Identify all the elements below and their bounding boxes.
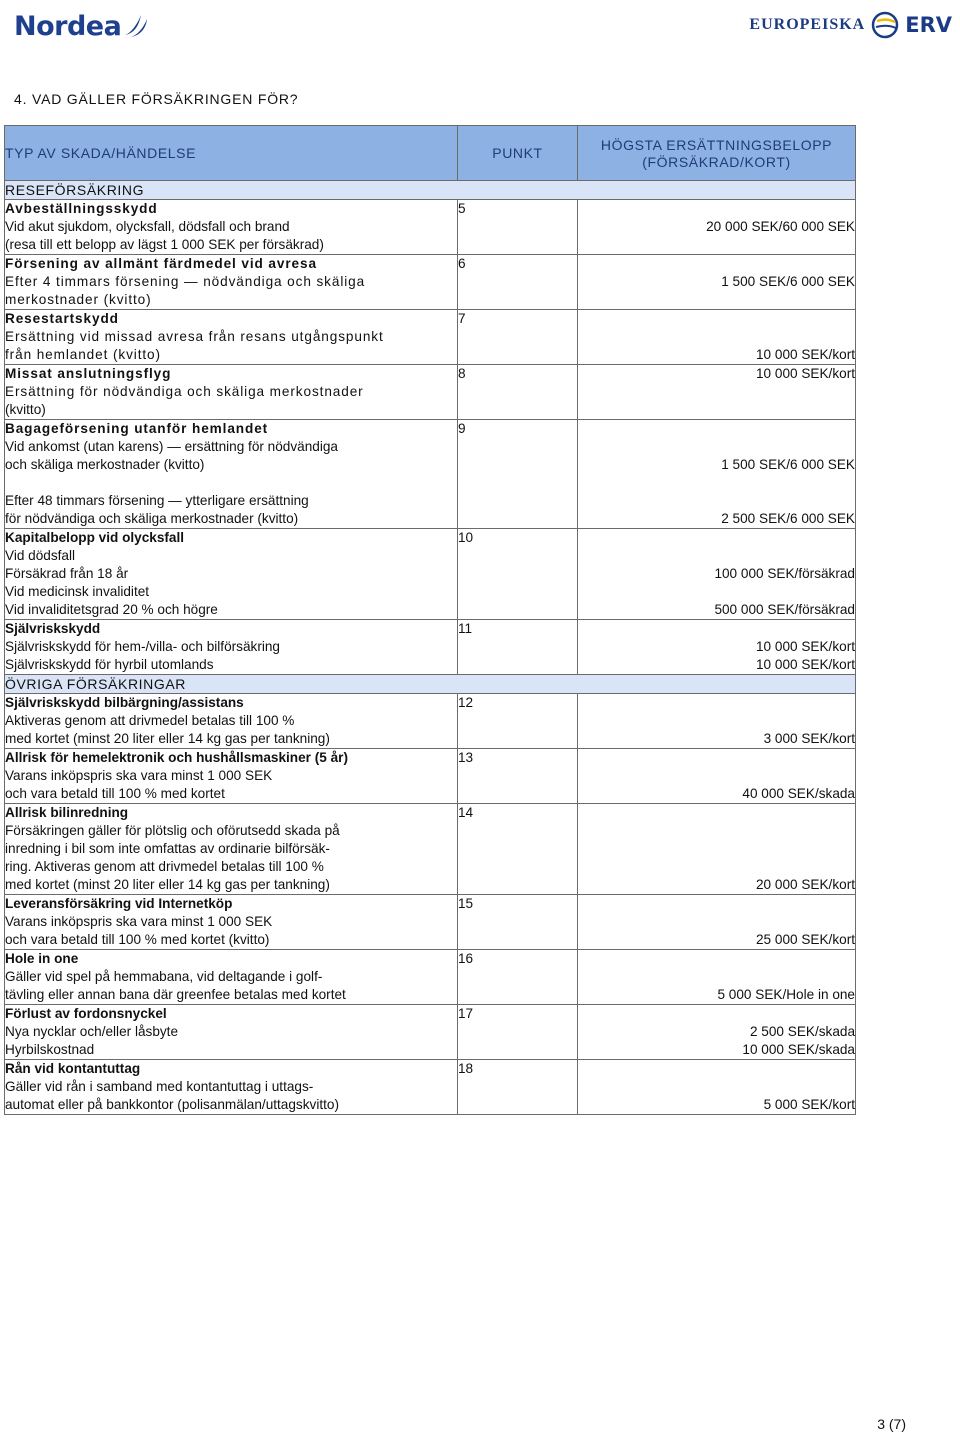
table-row [5, 1060, 856, 1115]
amount-line: 1 500 SEK/6 000 SEK [721, 274, 855, 289]
amount-line [578, 255, 855, 273]
row-detail-line: Gäller vid spel på hemmabana, vid deltagande i golf- [5, 969, 323, 984]
amount-line: 2 500 SEK/skada [749, 1024, 855, 1039]
amount-line [578, 968, 855, 986]
row-title: Självriskskydd bilbärgning/assistans [5, 695, 244, 710]
row-detail-line: och vara betald till 100 % med kortet [5, 786, 225, 801]
row-amount [578, 804, 856, 895]
row-description [5, 1005, 458, 1060]
row-detail-line: Efter 4 timmars försening — nödvändiga och skäliga [5, 274, 366, 289]
table-row [5, 529, 856, 620]
row-detail-line: och skäliga merkostnader (kvitto) [5, 457, 205, 472]
row-detail-line: Efter 48 timmars försening — ytterligare ersättning [5, 493, 309, 508]
amount-line [578, 420, 855, 438]
coverage-table [4, 125, 856, 1115]
amount-line [578, 1078, 855, 1096]
row-description [5, 365, 458, 420]
table-row [5, 255, 856, 310]
row-detail-line: Vid ankomst (utan karens) — ersättning för nödvändiga [5, 439, 338, 454]
amount-line [578, 236, 855, 254]
amount-line: 40 000 SEK/skada [742, 786, 855, 801]
amount-line: 5 000 SEK/Hole in one [717, 987, 855, 1002]
row-detail-line: Aktiveras genom att drivmedel betalas till 100 % [5, 713, 295, 728]
row-title: Försening av allmänt färdmedel vid avresa [5, 256, 317, 271]
row-point: 11 [458, 620, 578, 675]
table-row [5, 420, 856, 529]
table-row [5, 200, 856, 255]
row-detail-line: Varans inköpspris ska vara minst 1 000 SEK [5, 768, 273, 783]
nordea-sail-icon [123, 13, 149, 39]
row-description [5, 1060, 458, 1115]
amount-line [578, 913, 855, 931]
amount-line [578, 291, 855, 309]
row-title: Rån vid kontantuttag [5, 1061, 141, 1076]
row-detail-line: från hemlandet (kvitto) [5, 347, 161, 362]
table-header-row [5, 126, 856, 181]
row-detail-line: Försäkringen gäller för plötslig och oförutsedd skada på [5, 823, 340, 838]
amount-line [578, 840, 855, 858]
row-point: 13 [458, 749, 578, 804]
row-detail-line: Vid medicinsk invaliditet [5, 584, 150, 599]
table-row [5, 950, 856, 1005]
row-description [5, 529, 458, 620]
amount-line: 3 000 SEK/kort [763, 731, 855, 746]
amount-line: 20 000 SEK/kort [756, 877, 855, 892]
row-detail-line: Varans inköpspris ska vara minst 1 000 SEK [5, 914, 273, 929]
row-detail-line: inredning i bil som inte omfattas av ordinarie bilförsäk- [5, 841, 330, 856]
amount-line: 10 000 SEK/skada [742, 1042, 855, 1057]
amount-line [578, 200, 855, 218]
row-description [5, 950, 458, 1005]
row-description [5, 310, 458, 365]
section-title-other: ÖVRIGA FÖRSÄKRINGAR [5, 675, 856, 694]
row-amount [578, 365, 856, 420]
row-detail-line: ring. Aktiveras genom att drivmedel betalas till 100 % [5, 859, 324, 874]
amount-line [578, 950, 855, 968]
row-title: Missat anslutningsflyg [5, 366, 172, 381]
row-amount [578, 895, 856, 950]
amount-line [578, 1060, 855, 1078]
amount-line [578, 767, 855, 785]
table-row [5, 1005, 856, 1060]
row-amount [578, 950, 856, 1005]
row-title: Avbeställningsskydd [5, 201, 158, 216]
row-amount [578, 749, 856, 804]
amount-line [578, 1005, 855, 1023]
row-point: 6 [458, 255, 578, 310]
row-detail-line [5, 474, 457, 492]
row-point: 15 [458, 895, 578, 950]
row-amount [578, 255, 856, 310]
amount-line [578, 804, 855, 822]
amount-line [578, 328, 855, 346]
amount-line: 2 500 SEK/6 000 SEK [721, 511, 855, 526]
table-row [5, 804, 856, 895]
row-description [5, 620, 458, 675]
row-title: Bagageförsening utanför hemlandet [5, 421, 269, 436]
row-amount [578, 310, 856, 365]
row-amount [578, 200, 856, 255]
row-title: Självriskskydd [5, 621, 101, 636]
table-row [5, 310, 856, 365]
row-detail-line: för nödvändiga och skäliga merkostnader (kvitto) [5, 511, 299, 526]
row-detail-line: Hyrbilskostnad [5, 1042, 95, 1057]
amount-line [578, 583, 855, 601]
row-point: 14 [458, 804, 578, 895]
amount-line: 20 000 SEK/60 000 SEK [706, 219, 855, 234]
amount-line [578, 858, 855, 876]
row-amount [578, 529, 856, 620]
row-title: Förlust av fordonsnyckel [5, 1006, 167, 1021]
row-amount [578, 620, 856, 675]
row-amount [578, 1005, 856, 1060]
amount-line [578, 383, 855, 401]
row-point: 10 [458, 529, 578, 620]
row-detail-line: med kortet (minst 20 liter eller 14 kg gas per tankning) [5, 877, 330, 892]
amount-line [578, 529, 855, 547]
amount-line [578, 620, 855, 638]
row-detail-line: (kvitto) [5, 402, 46, 417]
amount-line [578, 492, 855, 510]
col-header-type: TYP AV SKADA/HÄNDELSE [5, 126, 458, 181]
amount-line [578, 712, 855, 730]
row-amount [578, 1060, 856, 1115]
row-detail-line: (resa till ett belopp av lägst 1 000 SEK per försäkrad) [5, 237, 324, 252]
col-header-max-line1: HÖGSTA ERSÄTTNINGSBELOPP [600, 137, 833, 153]
amount-line [578, 438, 855, 456]
row-detail-line: Självriskskydd för hem-/villa- och bilförsäkring [5, 639, 280, 654]
table-row [5, 694, 856, 749]
row-description [5, 694, 458, 749]
amount-line: 10 000 SEK/kort [756, 347, 855, 362]
amount-line [578, 401, 855, 419]
amount-line [578, 895, 855, 913]
row-point: 5 [458, 200, 578, 255]
amount-line: 10 000 SEK/kort [756, 366, 855, 381]
table-row [5, 895, 856, 950]
row-amount [578, 694, 856, 749]
col-header-max-amount [578, 126, 856, 181]
nordea-logo [14, 10, 149, 42]
row-detail-line: Vid dödsfall [5, 548, 76, 563]
row-point: 8 [458, 365, 578, 420]
row-detail-line: tävling eller annan bana där greenfee betalas med kortet [5, 987, 346, 1002]
row-point: 17 [458, 1005, 578, 1060]
row-point: 12 [458, 694, 578, 749]
row-detail-line: Nya nycklar och/eller låsbyte [5, 1024, 179, 1039]
table-row [5, 620, 856, 675]
row-description [5, 749, 458, 804]
section-title-travel: RESEFÖRSÄKRING [5, 181, 856, 200]
erv-wordmark: ERV [905, 13, 952, 37]
amount-line: 10 000 SEK/kort [756, 657, 855, 672]
row-detail-line: Ersättning för nödvändiga och skäliga merkostnader [5, 384, 364, 399]
amount-line: 25 000 SEK/kort [756, 932, 855, 947]
page-number: 3 (7) [877, 1416, 906, 1432]
row-title: Leveransförsäkring vid Internetköp [5, 896, 233, 911]
row-description [5, 420, 458, 529]
amount-line: 5 000 SEK/kort [763, 1097, 855, 1112]
amount-line: 500 000 SEK/försäkrad [714, 602, 855, 617]
amount-line [578, 310, 855, 328]
nordea-wordmark: Nordea [14, 10, 122, 42]
amount-line: 1 500 SEK/6 000 SEK [721, 457, 855, 472]
erv-globe-icon [871, 11, 899, 39]
amount-line [578, 474, 855, 492]
row-title: Kapitalbelopp vid olycksfall [5, 530, 185, 545]
row-description [5, 895, 458, 950]
table-row [5, 749, 856, 804]
amount-line: 100 000 SEK/försäkrad [714, 566, 855, 581]
row-title: Resestartskydd [5, 311, 119, 326]
row-detail-line: Ersättning vid missad avresa från resans utgångspunkt [5, 329, 384, 344]
row-description [5, 804, 458, 895]
section-heading: 4. VAD GÄLLER FÖRSÄKRINGEN FÖR? [14, 91, 299, 107]
row-detail-line: Självriskskydd för hyrbil utomlands [5, 657, 214, 672]
row-amount [578, 420, 856, 529]
row-description [5, 200, 458, 255]
amount-line [578, 822, 855, 840]
europeiska-erv-logo [749, 10, 952, 40]
row-detail-line: Vid akut sjukdom, olycksfall, dödsfall och brand [5, 219, 290, 234]
amount-line [578, 749, 855, 767]
row-detail-line: med kortet (minst 20 liter eller 14 kg gas per tankning) [5, 731, 330, 746]
section-row-travel [5, 181, 856, 200]
row-point: 9 [458, 420, 578, 529]
row-detail-line: Försäkrad från 18 år [5, 566, 129, 581]
amount-line [578, 547, 855, 565]
row-title: Allrisk för hemelektronik och hushållsmaskiner (5 år) [5, 750, 348, 765]
row-description [5, 255, 458, 310]
europeiska-wordmark: EUROPEISKA [749, 16, 866, 33]
amount-line: 10 000 SEK/kort [756, 639, 855, 654]
row-detail-line: och vara betald till 100 % med kortet (kvitto) [5, 932, 270, 947]
row-point: 16 [458, 950, 578, 1005]
row-detail-line: automat eller på bankkontor (polisanmälan/uttagskvitto) [5, 1097, 339, 1112]
row-title: Hole in one [5, 951, 79, 966]
section-row-other [5, 675, 856, 694]
amount-line [578, 694, 855, 712]
row-point: 18 [458, 1060, 578, 1115]
row-detail-line: Vid invaliditetsgrad 20 % och högre [5, 602, 218, 617]
table-row [5, 365, 856, 420]
row-title: Allrisk bilinredning [5, 805, 129, 820]
col-header-point: PUNKT [458, 126, 578, 181]
row-detail-line: merkostnader (kvitto) [5, 292, 152, 307]
row-point: 7 [458, 310, 578, 365]
col-header-max-line2: (FÖRSÄKRAD/KORT) [642, 154, 791, 170]
row-detail-line: Gäller vid rån i samband med kontantuttag i uttags- [5, 1079, 314, 1094]
